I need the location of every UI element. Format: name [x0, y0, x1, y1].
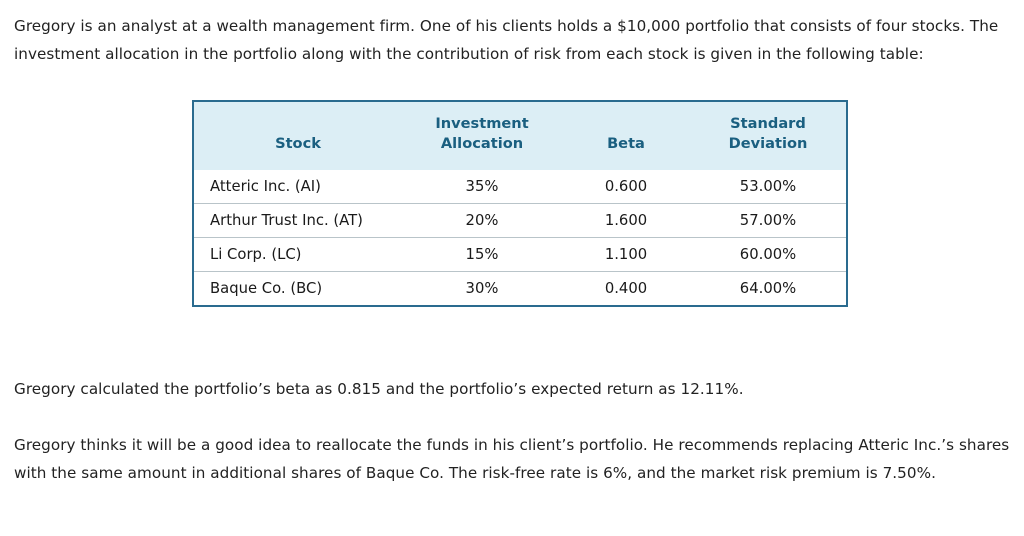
cell-allocation: 35% [402, 170, 562, 204]
column-header-sd-line2: Deviation [728, 135, 808, 152]
cell-standard-deviation: 53.00% [690, 170, 847, 204]
table-body [193, 170, 847, 306]
cell-stock-name: Li Corp. (LC) [193, 238, 402, 272]
cell-stock-name: Atteric Inc. (AI) [193, 170, 402, 204]
table-header-row [193, 101, 847, 170]
table-header [193, 101, 847, 170]
cell-allocation: 15% [402, 238, 562, 272]
table-row [193, 204, 847, 238]
paragraph-portfolio-stats: Gregory calculated the portfolio’s beta as 0.815 and the portfolio’s expected return as 12.11%. [14, 380, 744, 398]
column-header-sd-line1: Standard [730, 115, 806, 132]
column-header-investment-allocation [402, 101, 562, 170]
cell-standard-deviation: 60.00% [690, 238, 847, 272]
table-row [193, 272, 847, 307]
intro-paragraph: Gregory is an analyst at a wealth management firm. One of his clients holds a $10,000 portfolio that consists of four stocks. The investment allocation in the portfolio along with the contribution of risk from each stock is given in the following table: [14, 17, 999, 63]
table-row [193, 170, 847, 204]
table-row [193, 238, 847, 272]
cell-standard-deviation: 64.00% [690, 272, 847, 307]
cell-beta: 1.100 [562, 238, 690, 272]
column-header-standard-deviation [690, 101, 847, 170]
cell-beta: 0.400 [562, 272, 690, 307]
paragraph-reallocation: Gregory thinks it will be a good idea to reallocate the funds in his client’s portfolio. He recommends replacing Atteric Inc.’s shares with the same amount in additional shares of Baque Co. The risk-free rate is 6%, and the market risk premium is 7.50%. [14, 436, 1010, 482]
column-header-beta-line1 [562, 102, 690, 135]
column-header-allocation-line2: Allocation [440, 135, 524, 152]
cell-beta: 0.600 [562, 170, 690, 204]
cell-allocation: 30% [402, 272, 562, 307]
column-header-allocation-line1: Investment [435, 115, 529, 132]
column-header-stock [193, 101, 402, 170]
portfolio-table [192, 100, 848, 307]
cell-stock-name: Baque Co. (BC) [193, 272, 402, 307]
column-header-stock-line2: Stock [275, 135, 321, 152]
column-header-beta [562, 101, 690, 170]
cell-stock-name: Arthur Trust Inc. (AT) [193, 204, 402, 238]
column-header-stock-line1 [194, 102, 402, 135]
cell-beta: 1.600 [562, 204, 690, 238]
column-header-beta-line2: Beta [607, 135, 645, 152]
cell-standard-deviation: 57.00% [690, 204, 847, 238]
portfolio-table-container [192, 100, 844, 307]
cell-allocation: 20% [402, 204, 562, 238]
